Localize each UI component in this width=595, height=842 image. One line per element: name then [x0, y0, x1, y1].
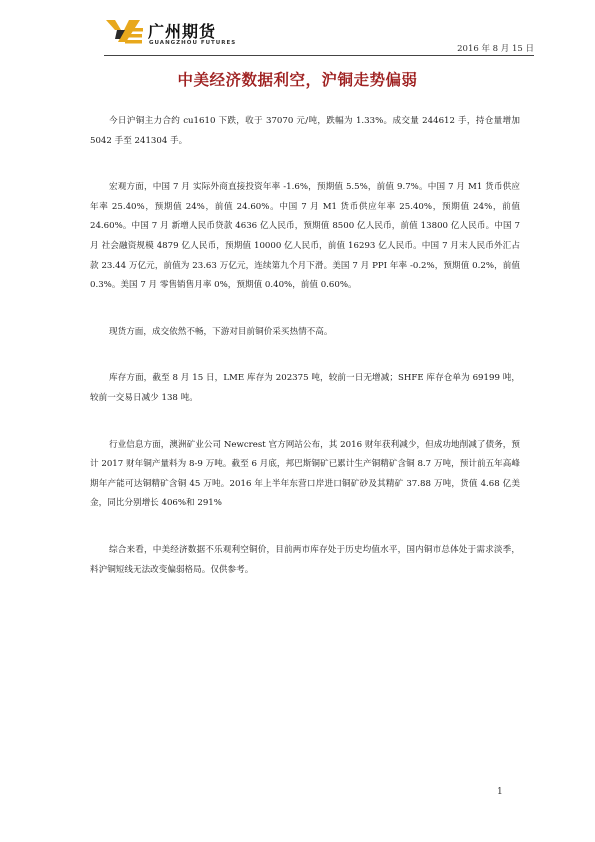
report-date: 2016 年 8 月 15 日 — [457, 44, 534, 54]
guangzhou-futures-logo-icon — [104, 18, 144, 48]
logo-english-name: GUANGZHOU FUTURES — [149, 40, 237, 46]
page-header — [104, 18, 534, 58]
page-number: 1 — [497, 787, 503, 797]
report-body — [90, 112, 520, 607]
paragraph-industry: 行业信息方面，澳洲矿业公司 Newcrest 官方网站公布，其 2016 财年获利减少，但成功地削减了债务，预计 2017 财年铜产量料为 8-9 万吨。截至 6 月底，邦巴斯铜矿已累计生产铜精矿含铜 8.7 万吨，预计前五年高峰期年产能可达铜精矿含铜 45 万吨。2016 年上半年东营口岸进口铜矿砂及其精矿 37.88 万吨，货值 4.68 亿美金，同比分别增长 406%和 291% — [90, 439, 520, 509]
paragraph-conclusion: 综合来看，中美经济数据不乐观利空铜价，目前两市库存处于历史均值水平，国内铜市总体处于需求淡季，料沪铜短线无法改变偏弱格局。仅供参考。 — [90, 544, 520, 575]
paragraph-inventory: 库存方面，截至 8 月 15 日，LME 库存为 202375 吨，较前一日无增减；SHFE 库存仓单为 69199 吨，较前一交易日减少 138 吨。 — [90, 373, 520, 403]
paragraph-macro: 宏观方面，中国 7 月 实际外商直接投资年率 -1.6%，预期值 5.5%，前值 9.7%。中国 7 月 M1 货币供应年率 25.40%，预期值 24%，前值 24.60%。中国 7 月 M1 货币供应年率 25.40%，预期值 24%，前值 24.60%。中国 7 月 新增人民币贷款 4636 亿人民币，预期值 8500 亿人民币，前值 13800 亿人民币。中国 7 月 社会融资规模 4879 亿人民币，预期值 10000 亿人民币，前值 16293 亿人民币。中国 7 月末人民币外汇占款 23.44 万亿元，前值为 23.63 万亿元，连续第九个月下滑。美国 7 月 PPI 年率 -0.2%，预期值 0.2%，前值 0.3%。美国 7 月 零售销售月率 0%，预期值 0.40%，前值 0.60%。 — [90, 182, 520, 291]
paragraph-spot: 现货方面，成交依然不畅，下游对目前铜价采买热情不高。 — [109, 326, 333, 337]
paragraph-market-summary: 今日沪铜主力合约 cu1610 下跌，收于 37070 元/吨，跌幅为 1.33%。成交量 244612 手，持仓量增加 5042 手至 241304 手。 — [90, 116, 520, 146]
logo-chinese-name: 广州期货 — [148, 22, 217, 41]
header-divider — [104, 55, 534, 56]
report-title: 中美经济数据利空，沪铜走势偏弱 — [177, 71, 418, 89]
